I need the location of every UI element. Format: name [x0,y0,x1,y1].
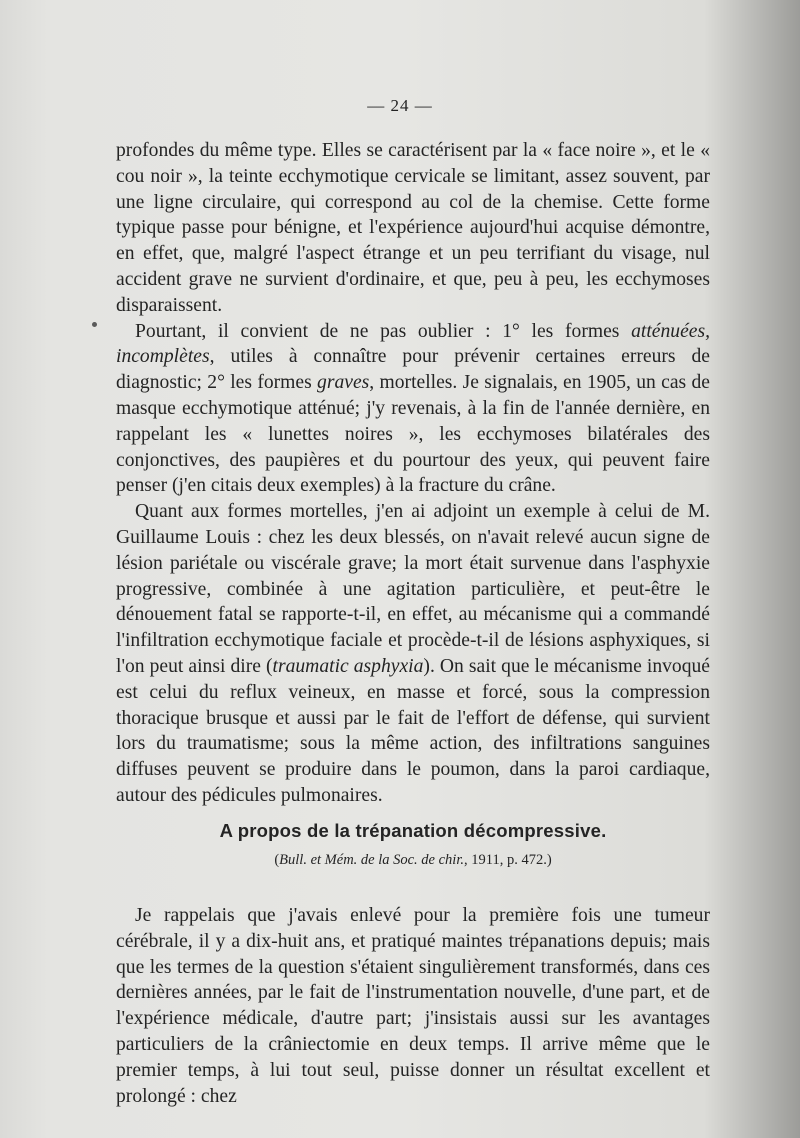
paragraph-forms-emphasis-1: atténuées, incomplètes [116,320,710,368]
paragraph-forms [116,319,710,500]
paragraph-forms-part-3: , mortelles. Je signalais, en 1905, un cas de masque ecchymotique atténué; j'y revenais, à la fin de l'année dernière, en rappelant les « lunettes noires », les ecchymoses bilatérales des conjonctives, des paupières et du pourtour des yeux, qui peuvent faire penser (j'en citais deux exemples) à la fracture du crâne. [116,372,710,497]
paragraph-forms-part-2: , utiles à connaître pour prévenir certaines erreurs de diagnostic; 2° les formes [116,346,710,394]
paragraph-forms-emphasis-2: graves [317,372,370,394]
paragraph-forms-part-1: Pourtant, il convient de ne pas oublier : 1° les formes [135,320,632,342]
margin-mark [92,322,97,327]
paragraph-mortal-forms-part-2: ). On sait que le mécanisme invoqué est celui du reflux veineux, en masse et forcé, sous la compression thoracique brusque et aussi par le fait de l'effort de défense, qui survient lors du traumatisme; sous la même action, des infiltrations sanguines diffuses peuvent se produire dans le poumon, dans la paroi cardiaque, autour des pédicules pulmonaires. [116,655,711,806]
page-number: — 24 — [367,96,433,115]
reference-journal: Bull. et Mém. de la Soc. de chir. [279,852,464,868]
reference-details: , 1911, p. 472.) [464,852,552,868]
paragraph-mortal-forms [116,499,710,809]
paragraph-continuation: profondes du même type. Elles se caractérisent par la « face noire », et le « cou noir », la teinte ecchymotique cervicale se limitant, assez souvent, par une ligne circulaire, qui correspond au col de la chemise. Cette forme typique passe pour bénigne, et l'expérience aujourd'hui acquise démontre, en effet, que, malgré l'aspect étrange et un peu terrifiant du visage, nul accident grave ne survient d'ordinaire, et que, peu à peu, les ecchymoses disparaissent. [116,140,710,316]
paragraph-mortal-forms-emphasis: traumatic asphyxia [272,655,424,677]
section-reference [0,852,800,869]
paragraph-trepanation: Je rappelais que j'avais enlevé pour la première fois une tumeur cérébrale, il y a dix-huit ans, et pratiqué maintes trépanations depuis; mais que les termes de la question s'étaient singulièrement transformés, dans ces dernières années, par le fait de l'instrumentation nouvelle, d'une part, et de l'expérience médicale, d'autre part; j'insistais aussi sur les avantages particuliers de la crâniectomie en deux temps. Il arrive même que le premier temps, à lui tout seul, puisse donner un résultat excellent et prolongé : chez [116,905,710,1107]
paragraph-mortal-forms-part-1: Quant aux formes mortelles, j'en ai adjoint un exemple à celui de M. Guillaume Louis : chez les deux blessés, on n'avait relevé aucun signe de lésion pariétale ou viscérale grave; la mort était survenue dans l'asphyxie progressive, combinée à une agitation particulière, et peut-être le dénouement fatal se rapporte-t-il, en effet, au mécanisme qui a commandé l'infiltration ecchymotique faciale et procède-t-il de lésions asphyxiques, si l'on peut ainsi dire ( [116,501,710,677]
body-text-upper [116,138,710,809]
section-heading: A propos de la trépanation décompressive. [219,820,607,841]
body-text-lower [116,903,710,1109]
reference-open: ( [274,852,280,868]
